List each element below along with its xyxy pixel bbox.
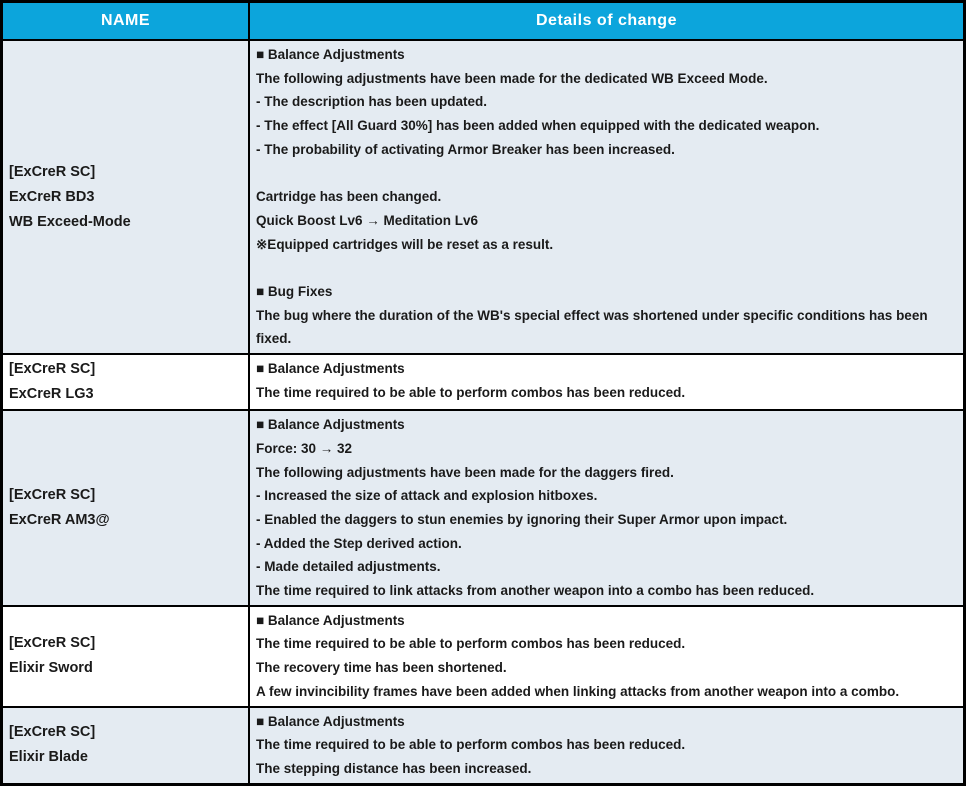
details-cell <box>249 707 965 785</box>
name-line: [ExCreR SC] <box>9 361 96 378</box>
name-cell <box>2 707 250 785</box>
detail-line: The bug where the duration of the WB's special effect was shortened under specific conditions has been fixed. <box>256 307 928 347</box>
detail-line <box>256 162 955 186</box>
name-line: Elixir Sword <box>9 660 93 677</box>
detail-line: The following adjustments have been made for the dedicated WB Exceed Mode. <box>256 70 768 86</box>
table-row <box>2 707 965 785</box>
column-header-name: NAME <box>2 2 250 41</box>
detail-line: - Enabled the daggers to stun enemies by ignoring their Super Armor upon impact. <box>256 511 788 527</box>
details-cell <box>249 40 965 354</box>
detail-line: - Added the Step derived action. <box>256 535 462 551</box>
name-cell <box>2 354 250 410</box>
detail-line: The time required to be able to perform combos has been reduced. <box>256 737 686 753</box>
name-line: ExCreR AM3@ <box>9 511 110 528</box>
detail-line: The recovery time has been shortened. <box>256 660 507 676</box>
details-cell <box>249 606 965 707</box>
detail-line: - Increased the size of attack and explosion hitboxes. <box>256 488 598 504</box>
detail-line: - The effect [All Guard 30%] has been added when equipped with the dedicated weapon. <box>256 118 820 134</box>
name-line: ExCreR BD3 <box>9 188 95 205</box>
details-cell <box>249 410 965 606</box>
column-header-details: Details of change <box>249 2 965 41</box>
table-row <box>2 40 965 354</box>
detail-line: The time required to be able to perform combos has been reduced. <box>256 384 686 400</box>
detail-line: ■ Bug Fixes <box>256 284 333 300</box>
name-cell <box>2 410 250 606</box>
table-header <box>2 2 965 41</box>
detail-line: The following adjustments have been made for the daggers fired. <box>256 464 674 480</box>
table-row <box>2 410 965 606</box>
detail-line: ※Equipped cartridges will be reset as a result. <box>256 236 554 252</box>
table-row <box>2 354 965 410</box>
detail-line: The time required to link attacks from another weapon into a combo has been reduced. <box>256 583 815 599</box>
name-cell <box>2 40 250 354</box>
detail-line <box>256 256 955 280</box>
header-row <box>2 2 965 41</box>
name-cell <box>2 606 250 707</box>
name-line: [ExCreR SC] <box>9 163 96 180</box>
detail-line: Quick Boost Lv6 → Meditation Lv6 <box>256 212 479 228</box>
name-line: [ExCreR SC] <box>9 635 96 652</box>
table-body <box>2 40 965 784</box>
detail-line: ■ Balance Adjustments <box>256 713 405 729</box>
detail-line: - The probability of activating Armor Breaker has been increased. <box>256 141 675 157</box>
name-line: [ExCreR SC] <box>9 724 96 741</box>
detail-line: - The description has been updated. <box>256 94 488 110</box>
name-line: ExCreR LG3 <box>9 386 94 403</box>
details-cell <box>249 354 965 410</box>
detail-line: Cartridge has been changed. <box>256 189 442 205</box>
detail-line: ■ Balance Adjustments <box>256 417 405 433</box>
table-row <box>2 606 965 707</box>
detail-line: Force: 30 → 32 <box>256 440 353 456</box>
detail-line: ■ Balance Adjustments <box>256 612 405 628</box>
detail-line: - Made detailed adjustments. <box>256 559 441 575</box>
detail-line: The time required to be able to perform combos has been reduced. <box>256 636 686 652</box>
detail-line: ■ Balance Adjustments <box>256 361 405 377</box>
name-line: Elixir Blade <box>9 749 88 766</box>
detail-line: ■ Balance Adjustments <box>256 47 405 62</box>
name-line: [ExCreR SC] <box>9 486 96 503</box>
name-line: WB Exceed-Mode <box>9 213 131 230</box>
detail-line: A few invincibility frames have been added when linking attacks from another weapon into a combo. <box>256 683 900 699</box>
detail-line: The stepping distance has been increased. <box>256 760 532 776</box>
